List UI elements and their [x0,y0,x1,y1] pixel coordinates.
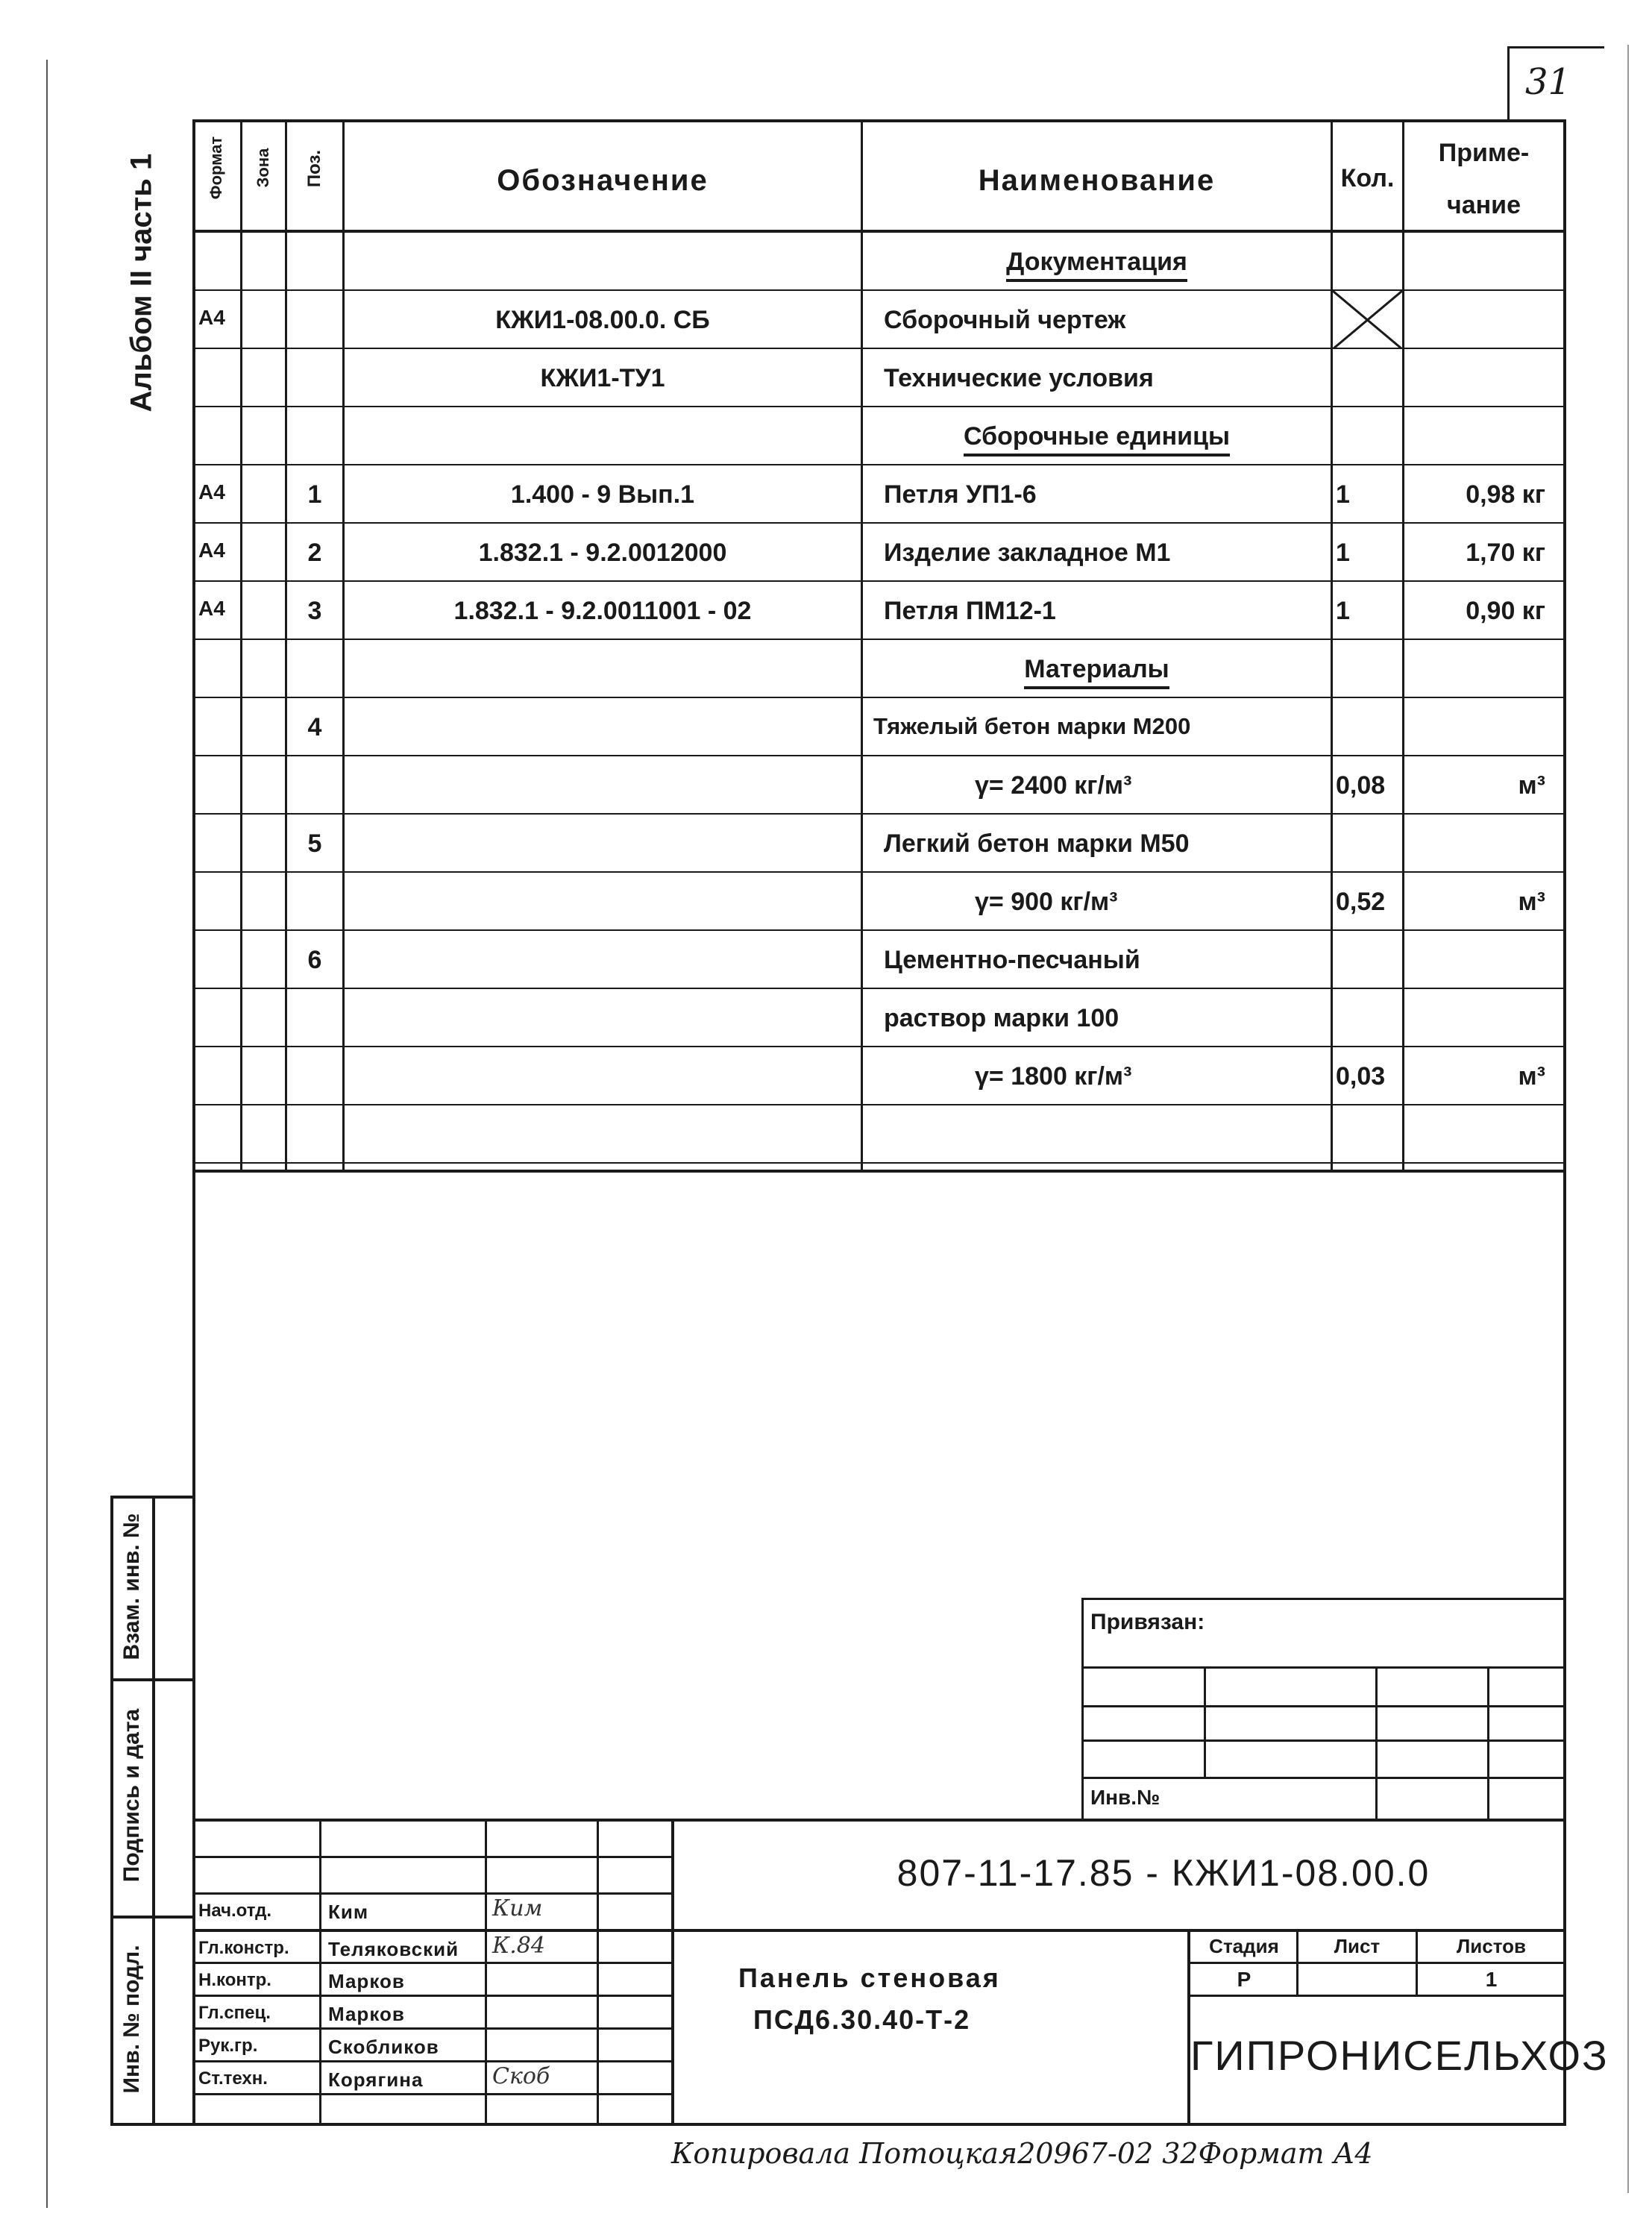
cell-name [863,656,1331,682]
footer-copy-note: Копировала Потоцкая20967-02 32Формат А4 [671,2137,1373,2170]
cell-format: А4 [198,597,225,620]
row-divider [192,1162,1566,1164]
cell-name [863,249,1331,274]
row-divider [192,406,1566,407]
cell-designation: 1.832.1 - 9.2.0012000 [478,539,727,567]
cell-name: γ= 1800 кг/м³ [975,1062,1132,1091]
frame-top [192,119,1565,122]
inv-label: Инв.№ [1090,1786,1161,1809]
cell-pos: 1 [307,480,322,509]
organization: ГИПРОНИСЕЛЬХОЗ [1190,2032,1609,2079]
staff-signature: Скоб [492,2063,550,2089]
cell-name: Легкий бетон марки М50 [884,829,1190,858]
staff-name: Марков [328,1970,405,1992]
row-divider [192,522,1566,524]
row-divider [192,639,1566,640]
section-heading: Сборочные единицы [964,422,1230,457]
header-qty: Кол. [1340,164,1395,192]
cell-note: м³ [1518,888,1545,916]
row-divider [192,580,1566,582]
cell-qty: 1 [1336,597,1350,625]
stamp-podpis: Подпись и дата [119,1708,144,1883]
page-number: 31 [1525,61,1571,103]
row-divider [192,871,1566,873]
cell-pos: 5 [307,829,322,858]
staff-name: Марков [328,2003,405,2025]
cell-pos: 4 [307,713,322,741]
row-divider [192,813,1566,815]
staff-name: Ким [328,1901,369,1923]
row-divider [192,1104,1566,1105]
row-divider [192,1046,1566,1047]
cell-qty: 0,08 [1336,771,1386,800]
cell-note: м³ [1518,771,1545,800]
stage-label: Стадия [1209,1935,1279,1957]
row-divider [192,464,1566,465]
staff-role: Н.контр. [198,1970,271,1990]
cell-note: 0,98 кг [1466,480,1545,509]
stamp-vzam: Взам. инв. № [119,1513,144,1660]
header-pos: Поз. [304,149,324,188]
staff-signature: Ким [492,1895,543,1921]
staff-signature: К.84 [492,1933,545,1959]
sheets-label: Листов [1457,1935,1526,1957]
cell-name: раствор марки 100 [884,1004,1119,1032]
cell-name: Петля УП1-6 [884,480,1037,509]
cell-name: Сборочный чертеж [884,306,1126,334]
cell-qty: 1 [1336,480,1350,509]
cell-name: Петля ПМ12-1 [884,597,1056,625]
cell-name [863,424,1331,449]
cell-pos: 6 [307,946,322,974]
cell-name: Цементно-песчаный [884,946,1140,974]
sheets-value: 1 [1485,1968,1498,1991]
privyazan-label: Привязан: [1090,1610,1205,1634]
not-applicable-cross [1333,291,1402,349]
section-heading: Материалы [1024,655,1169,689]
title-line-2: ПСД6.30.40-Т-2 [753,2004,971,2035]
cell-name: γ= 900 кг/м³ [975,888,1118,916]
header-designation: Обозначение [497,164,709,197]
cell-pos: 3 [307,597,322,625]
album-label: Альбом II часть 1 [125,153,158,412]
staff-role: Гл.констр. [198,1938,289,1958]
frame-bottom [192,2123,1566,2126]
staff-role: Гл.спец. [198,2003,271,2023]
header-note-1: Приме- [1438,139,1530,167]
stage-value: Р [1237,1968,1251,1991]
staff-role: Рук.гр. [198,2036,258,2056]
frame-left [192,119,195,2126]
cell-note: 1,70 кг [1466,539,1545,567]
doc-number: 807-11-17.85 - КЖИ1-08.00.0 [896,1852,1430,1894]
header-zone: Зона [254,148,272,188]
row-divider [192,929,1566,931]
header-name: Наименование [978,164,1216,197]
right-edge [1627,45,1629,2193]
header-format: Формат [207,136,225,200]
cell-name: Тяжелый бетон марки М200 [873,713,1191,739]
staff-role: Нач.отд. [198,1901,272,1921]
cell-designation: 1.400 - 9 Вып.1 [510,480,695,509]
cell-qty: 0,03 [1336,1062,1386,1091]
cell-name: Изделие закладное М1 [884,539,1171,567]
row-divider [192,755,1566,756]
cell-format: А4 [198,306,225,329]
cell-format: А4 [198,480,225,503]
row-divider [192,988,1566,989]
cell-qty: 1 [1336,539,1350,567]
cell-qty: 0,52 [1336,888,1386,916]
staff-name: Теляковский [328,1938,459,1960]
cell-pos: 2 [307,539,322,567]
cell-designation: КЖИ1-08.00.0. СБ [495,306,710,334]
cell-designation: 1.832.1 - 9.2.0011001 - 02 [453,597,752,625]
cell-format: А4 [198,539,225,562]
header-note-2: чание [1447,191,1521,219]
cell-name: γ= 2400 кг/м³ [975,771,1132,800]
frame-right [1563,119,1566,2126]
staff-name: Корягина [328,2068,424,2091]
title-line-1: Панель стеновая [738,1963,1001,1993]
cell-note: 0,90 кг [1466,597,1545,625]
cell-designation: КЖИ1-ТУ1 [540,364,665,392]
section-heading: Документация [1006,248,1187,282]
row-divider [192,697,1566,698]
sheet-label: Лист [1334,1935,1381,1957]
staff-role: Ст.техн. [198,2068,268,2089]
cell-note: м³ [1518,1062,1545,1091]
binding-edge [46,60,48,2208]
cell-name: Технические условия [884,364,1154,392]
stamp-inv-podl: Инв. № подл. [119,1945,144,2094]
staff-name: Скобликов [328,2036,439,2058]
